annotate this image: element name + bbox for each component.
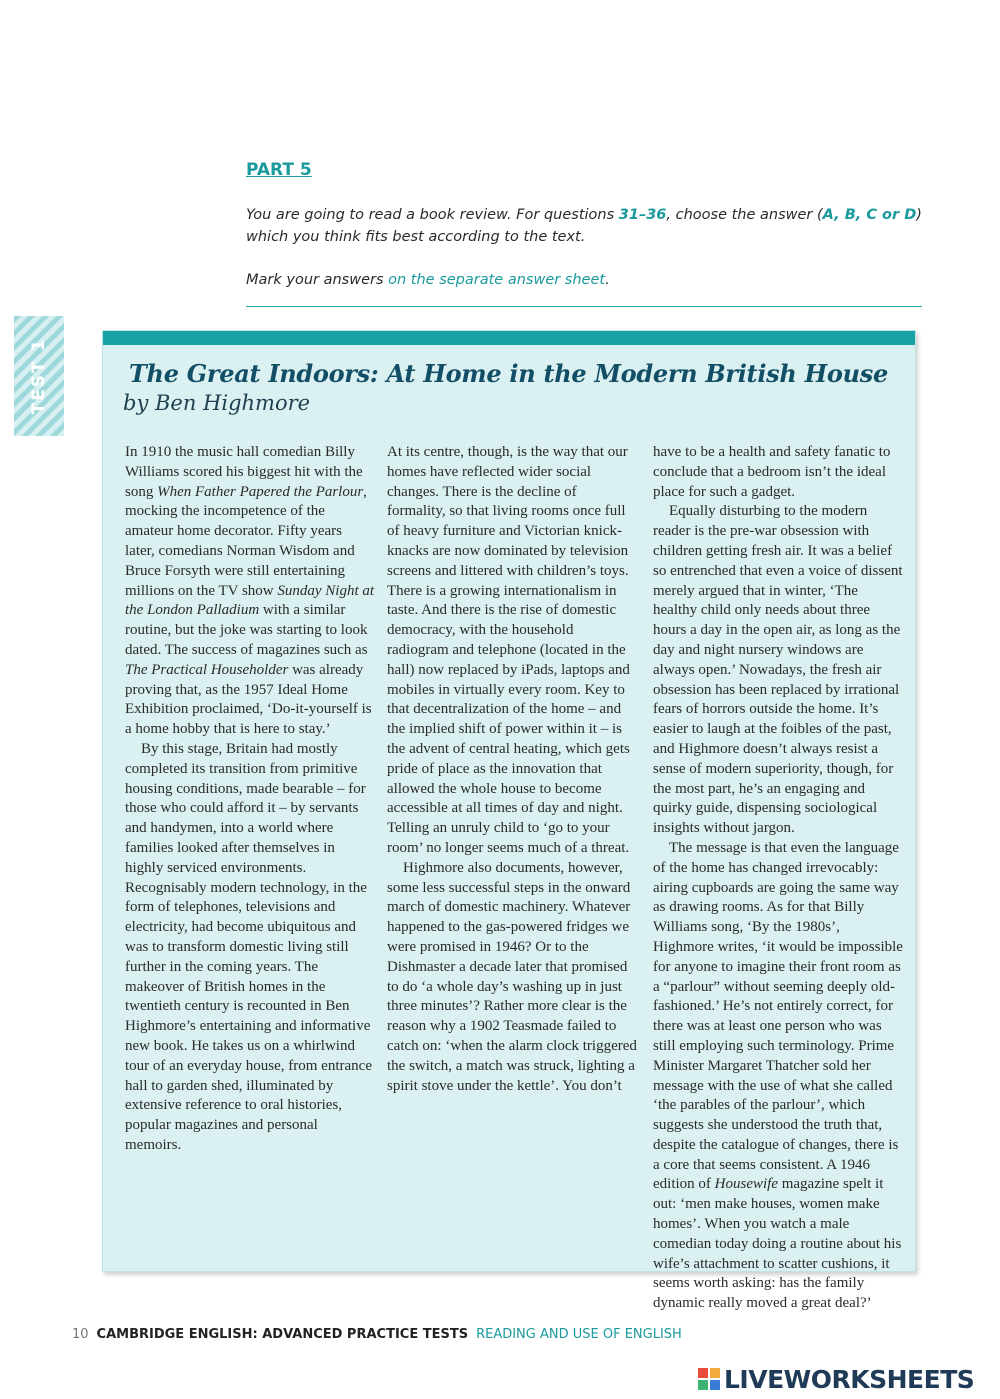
article-column-3 — [653, 443, 903, 1314]
paragraph-2: By this stage, Britain had mostly completed its transition from primitive housing conditions, made bearable – for those who could afford it – by servants and handymen, into a world where families looked after themselves in highly serviced environments. Recognisably modern technology, in the form of telephones, televisions and electricity, had become ubiquitous and was to transform domestic living still further in the coming years. The makeover of British homes in the twentieth century is recounted in Ben Highmore’s entertaining and informative new book. He takes us on a whirlwind tour of an everyday house, from entrance hall to garden shed, illuminated by extensive reference to oral histories, popular magazines and personal memoirs. — [125, 740, 372, 1153]
page-number: 10 — [72, 1327, 89, 1342]
liveworksheets-brand — [698, 1366, 974, 1392]
option-separator: , — [834, 207, 845, 223]
answer-sheet-link: on the separate answer sheet — [388, 272, 606, 288]
divider — [246, 306, 922, 307]
option-separator: , — [855, 207, 867, 223]
instruction-text: , choose the answer ( — [666, 207, 823, 223]
paragraph-1: In 1910 the music hall comedian Billy Williams scored his biggest hit with the song When Father Papered the Parlour, mocking the incompetence of the amateur home decorator. Fifty years later, comedians Norman Wisdom and Bruce Forsyth were still entertaining millions on the TV show Sunday Night at the London Palladium with a similar routine, but the joke was starting to look dated. The success of magazines such as The Practical Householder was already proving that, as the 1957 Ideal Home Exhibition proclaimed, ‘Do-it-yourself is a home hobby that is here to stay.’ — [125, 444, 375, 738]
article-top-bar — [103, 331, 915, 345]
option-a: A — [822, 207, 835, 223]
question-range: 31–36 — [618, 207, 667, 223]
paragraph-6: The message is that even the language of the home has changed irrevocably: airing cupboards are going the same way as drawing rooms. As for that Billy Williams song, ‘By the 1980s’, Highmore writes, ‘it would be impossible for anyone to imagine their front room as a “parlour” without seeming deeply old-fashioned.’ He’s not entirely correct, for there was at least one person who was still employing such terminology. Prime Minister Margaret Thatcher sold her message with the use of what she called ‘the parables of the parlour’, which suggests she understood the truth that, despite the catalogue of changes, there is a core that seems consistent. A 1946 edition of Housewife magazine spelt it out: ‘men make houses, women make homes’. When you watch a male comedian today doing a routine about his wife’s attachment to scatter cushions, it seems worth asking: has the family dynamic really moved a great deal?’ — [653, 839, 903, 1312]
magazine-title: Housewife — [714, 1176, 778, 1193]
paragraph-3-cont: At its centre, though, is the way that our homes have reflected wider social changes. There is the decline of formality, so that living rooms once full of heavy furniture and Victorian knick-knacks are now dominated by television screens and littered with children’s toys. There is a growing internationalism in taste. And there is the rise of domestic democracy, with the household radiogram and telephone (located in the hall) now replaced by iPads, laptops and mobiles in virtually every room. Key to that decentralization of the home – and the implied shift of power within it – is the advent of central heating, which gets pride of place as the innovation that allowed the whole house to become accessible at all times of day and night. Telling an unruly child to ‘go to your room’ no longer seems much of a threat. — [387, 444, 630, 856]
song-title: When Father Papered the Parlour — [157, 483, 364, 500]
paragraph-5: Equally disturbing to the modern reader is the pre-war obsession with children getting fresh air. It was a belief so entrenched that even a voice of dissent merely argued that in winter, ‘The healthy child only needs about three hours a day in the open air, as long as the day and night nursery windows are always open.’ Nowadays, the fresh air obsession has been replaced by irrational fears of horrors outside the home. It’s easier to laugh at the foibles of the past, and Highmore doesn’t always resist a sense of modern superiority, though, for the most part, he’s an engaging and quirky guide, dispensing sociological insights without jargon. — [653, 503, 903, 837]
option-b: B — [844, 207, 856, 223]
instruction-text: Mark your answers — [246, 272, 389, 288]
section-title: READING AND USE OF ENGLISH — [476, 1327, 682, 1342]
article-column-2 — [387, 443, 637, 1096]
paragraph-4-cont: have to be a health and safety fanatic to conclude that a bedroom isn’t the ideal place for such a gadget. — [653, 444, 891, 500]
liveworksheets-logo-icon — [698, 1368, 720, 1390]
option-d: D — [904, 207, 917, 223]
paragraph-4: Highmore also documents, however, some less successful steps in the onward march of domestic machinery. Whatever happened to the gas-powered fridges we were promised in 1946? Or to the Dishmaster a decade later that promised to do ‘a whole day’s washing up in just three minutes’? Rather more clear is the reason why a 1902 Teasmade failed to catch on: ‘when the alarm clock triggered the switch, a match was struck, lighting a spirit stove under the kettle’. You don’t — [387, 859, 637, 1094]
brand-name: LIVEWORKSHEETS — [724, 1364, 975, 1394]
side-tab-label: TEST 1 — [29, 337, 49, 415]
part-heading: PART 5 — [246, 160, 312, 180]
option-c: C — [866, 207, 877, 223]
show-title: Sunday Night at the London Palladium — [125, 582, 375, 619]
instruction-text: ) which you think fits best according to the text. — [246, 207, 922, 245]
instructions — [246, 204, 926, 248]
answer-sheet-note — [246, 269, 926, 291]
instruction-text: You are going to read a book review. For questions — [246, 207, 619, 223]
article-column-1 — [125, 443, 375, 1156]
article-title: The Great Indoors: At Home in the Modern British House — [129, 359, 888, 388]
instruction-text: . — [605, 272, 610, 288]
page-footer — [72, 1327, 682, 1342]
test-side-tab — [14, 316, 64, 436]
book-title: CAMBRIDGE ENGLISH: ADVANCED PRACTICE TESTS — [96, 1327, 469, 1342]
article-box — [102, 330, 916, 1312]
magazine-title: The Practical Householder — [125, 661, 289, 678]
article-byline: by Ben Highmore — [123, 391, 311, 415]
option-or: or — [877, 207, 905, 223]
